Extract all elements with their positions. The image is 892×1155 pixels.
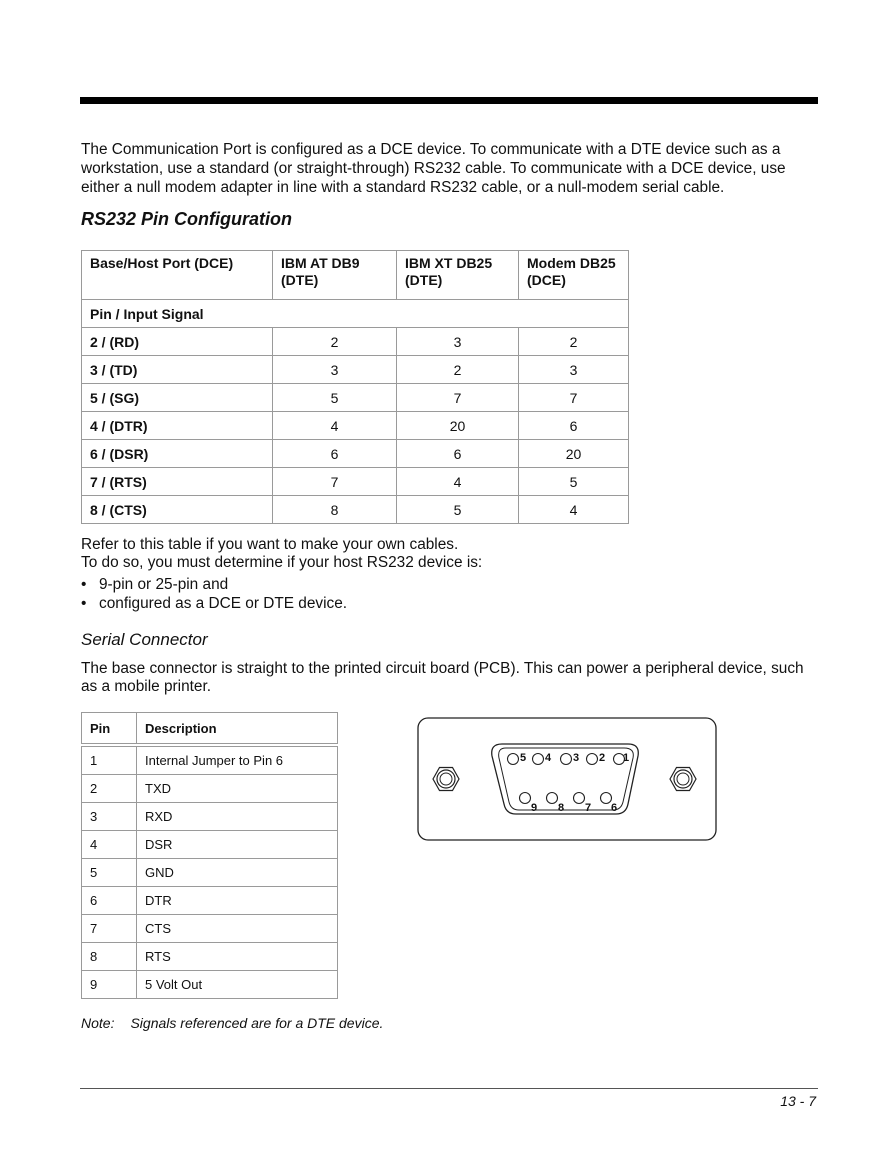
refer-line-1: Refer to this table if you want to make your own cables.	[81, 536, 459, 553]
list-item	[81, 594, 347, 613]
value-cell: 3	[273, 356, 397, 384]
top-rule	[80, 97, 818, 104]
table-row	[82, 468, 629, 496]
pin-label-6: 6	[611, 802, 618, 814]
note-label: Note:	[81, 1015, 115, 1031]
description-cell: 5 Volt Out	[137, 971, 338, 999]
table-subheader-row	[82, 300, 629, 328]
pin-cell: 4	[82, 831, 137, 859]
value-cell: 2	[519, 328, 629, 356]
table-row	[82, 412, 629, 440]
value-cell: 7	[273, 468, 397, 496]
rs232-heading: RS232 Pin Configuration	[81, 209, 293, 229]
pin-cell: 2	[82, 775, 137, 803]
pin-hole-8	[547, 793, 558, 804]
pin-label-2: 2	[599, 752, 606, 764]
value-cell: 2	[273, 328, 397, 356]
table-row	[82, 831, 338, 859]
signal-cell: 7 / (RTS)	[82, 468, 273, 496]
requirements-list	[81, 575, 347, 613]
list-item-text: configured as a DCE or DTE device.	[99, 595, 348, 612]
pin-cell: 1	[82, 745, 137, 775]
col-header-pin: Pin	[82, 713, 137, 746]
signal-cell: 4 / (DTR)	[82, 412, 273, 440]
rs232-table	[81, 250, 629, 524]
value-cell: 8	[273, 496, 397, 524]
pin-hole-4	[533, 754, 544, 765]
pin-cell: 8	[82, 943, 137, 971]
signal-cell: 5 / (SG)	[82, 384, 273, 412]
refer-line-2: To do so, you must determine if your host RS232 device is:	[81, 554, 483, 571]
table-row	[82, 496, 629, 524]
value-cell: 6	[519, 412, 629, 440]
pin-cell: 7	[82, 915, 137, 943]
value-cell: 3	[519, 356, 629, 384]
pin-cell: 9	[82, 971, 137, 999]
table-row	[82, 328, 629, 356]
pin-hole-2	[587, 754, 598, 765]
table-row	[82, 384, 629, 412]
note-text: Signals referenced are for a DTE device.	[130, 1015, 384, 1031]
value-cell: 6	[397, 440, 519, 468]
value-cell: 5	[397, 496, 519, 524]
col-header-base: Base/Host Port (DCE)	[82, 251, 273, 300]
signal-cell: 2 / (RD)	[82, 328, 273, 356]
pin-hole-6	[601, 793, 612, 804]
value-cell: 6	[273, 440, 397, 468]
table-row	[82, 745, 338, 775]
table-row	[82, 887, 338, 915]
right-screw-icon	[670, 768, 696, 791]
pin-cell: 3	[82, 803, 137, 831]
pin-label-4: 4	[545, 752, 552, 764]
serial-connector-paragraph: The base connector is straight to the printed circuit board (PCB). This can power a peripheral device, such as a mobile printer.	[81, 660, 804, 695]
value-cell: 5	[519, 468, 629, 496]
pin-table	[81, 712, 338, 999]
pin-label-9: 9	[531, 802, 538, 814]
table-row	[82, 971, 338, 999]
serial-connector-heading: Serial Connector	[81, 630, 208, 649]
note	[81, 1015, 383, 1031]
pin-input-signal-label: Pin / Input Signal	[82, 300, 629, 328]
refer-paragraph	[81, 536, 781, 572]
value-cell: 20	[519, 440, 629, 468]
description-cell: DTR	[137, 887, 338, 915]
pin-label-1: 1	[623, 752, 630, 764]
col-header-ibm-at: IBM AT DB9 (DTE)	[273, 251, 397, 300]
description-cell: TXD	[137, 775, 338, 803]
list-item	[81, 575, 347, 594]
table-header-row	[82, 713, 338, 746]
page-number: 13 - 7	[780, 1093, 816, 1109]
table-row	[82, 440, 629, 468]
pin-label-3: 3	[573, 752, 580, 764]
left-screw-icon	[433, 768, 459, 791]
value-cell: 5	[273, 384, 397, 412]
table-row	[82, 943, 338, 971]
pin-hole-7	[574, 793, 585, 804]
db9-connector-diagram	[416, 716, 718, 842]
value-cell: 4	[273, 412, 397, 440]
table-header-row	[82, 251, 629, 300]
list-item-text: 9-pin or 25-pin and	[99, 576, 229, 593]
bullet-icon: •	[81, 595, 87, 612]
intro-paragraph: The Communication Port is configured as a DCE device. To communicate with a DTE device such as a workstation, use a standard (or straight-through) RS232 cable. To communicate with a DCE device, use either a null modem adapter in line with a standard RS232 cable, or a null-modem serial cable.	[81, 141, 786, 196]
value-cell: 7	[397, 384, 519, 412]
pin-hole-3	[561, 754, 572, 765]
col-header-modem: Modem DB25 (DCE)	[519, 251, 629, 300]
pin-label-7: 7	[585, 802, 592, 814]
value-cell: 2	[397, 356, 519, 384]
value-cell: 20	[397, 412, 519, 440]
signal-cell: 6 / (DSR)	[82, 440, 273, 468]
value-cell: 4	[397, 468, 519, 496]
table-row	[82, 859, 338, 887]
pin-hole-9	[520, 793, 531, 804]
signal-cell: 3 / (TD)	[82, 356, 273, 384]
bottom-rule	[80, 1088, 818, 1089]
pin-hole-5	[508, 754, 519, 765]
pin-label-5: 5	[520, 752, 527, 764]
description-cell: GND	[137, 859, 338, 887]
pin-cell: 6	[82, 887, 137, 915]
description-cell: RTS	[137, 943, 338, 971]
value-cell: 3	[397, 328, 519, 356]
description-cell: Internal Jumper to Pin 6	[137, 745, 338, 775]
col-header-description: Description	[137, 713, 338, 746]
pin-label-8: 8	[558, 802, 565, 814]
value-cell: 7	[519, 384, 629, 412]
table-row	[82, 803, 338, 831]
signal-cell: 8 / (CTS)	[82, 496, 273, 524]
table-row	[82, 356, 629, 384]
description-cell: RXD	[137, 803, 338, 831]
value-cell: 4	[519, 496, 629, 524]
bullet-icon: •	[81, 576, 87, 593]
table-row	[82, 775, 338, 803]
table-row	[82, 915, 338, 943]
description-cell: DSR	[137, 831, 338, 859]
description-cell: CTS	[137, 915, 338, 943]
col-header-ibm-xt: IBM XT DB25 (DTE)	[397, 251, 519, 300]
pin-cell: 5	[82, 859, 137, 887]
